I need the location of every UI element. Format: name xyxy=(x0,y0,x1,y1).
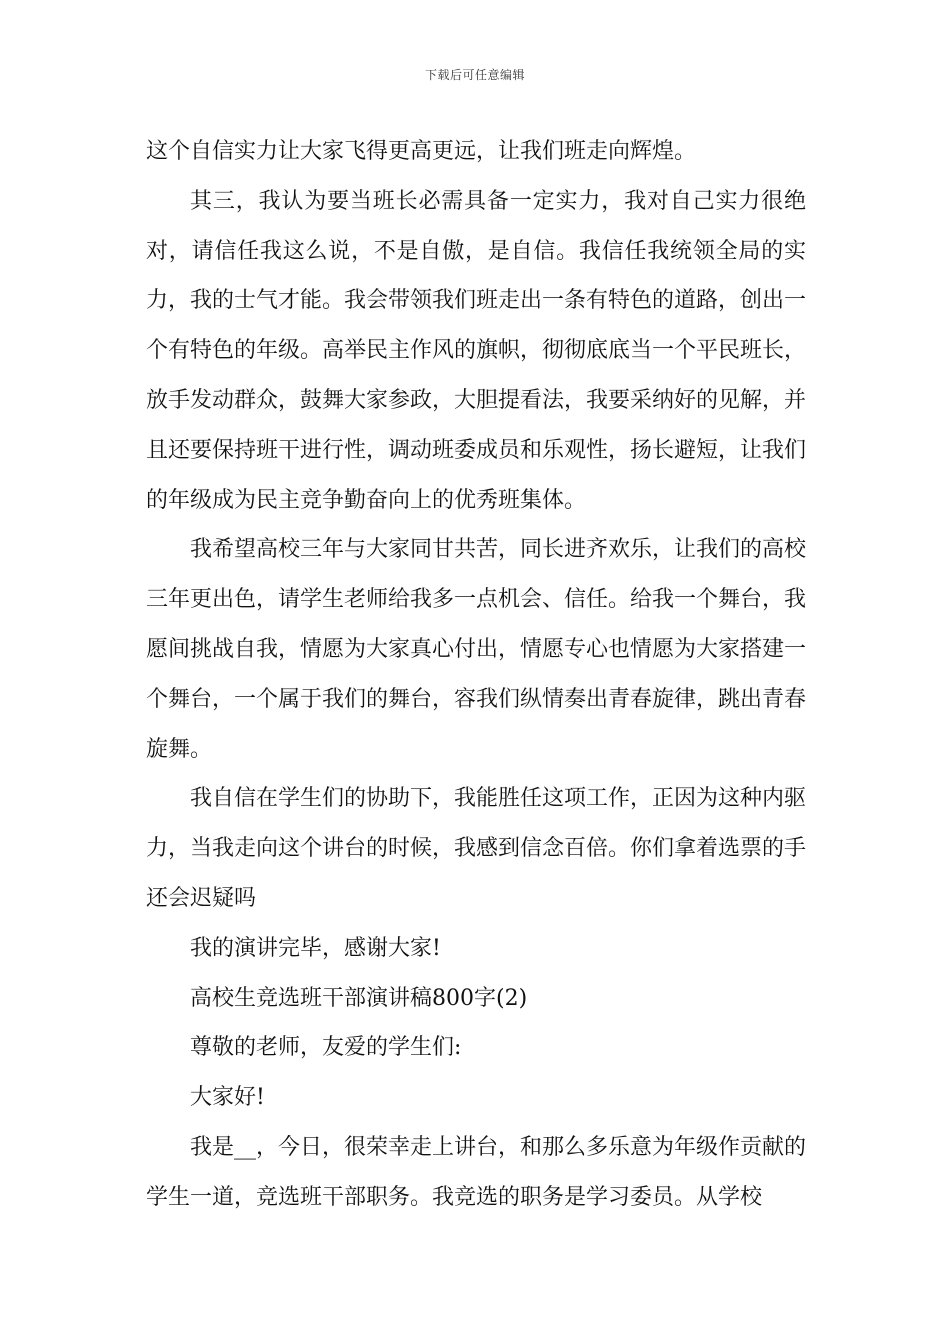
salutation: 尊敬的老师，友爱的学生们: xyxy=(190,1035,462,1061)
paragraph-1: 这个自信实力让大家飞得更高更远，让我们班走向辉煌。 xyxy=(146,139,697,164)
paragraph-4: 我自信在学生们的协助下，我能胜任这项工作，正因为这种内驱力，当我走向这个讲台的时候，我感到信念百倍。你们拿着选票的手还会迟疑吗 xyxy=(146,786,807,911)
paragraph-5: 我的演讲完毕，感谢大家! xyxy=(190,935,441,961)
greeting: 大家好! xyxy=(190,1085,265,1111)
section-title: 高校生竞选班干部演讲稿800字(2) xyxy=(190,985,528,1011)
page-header: 下载后可任意编辑 xyxy=(424,68,525,82)
paragraph-9: 我是__，今日，很荣幸走上讲台，和那么多乐意为年级作贡献的学生一道，竞选班干部职务。我竞选的职务是学习委员。从学校 xyxy=(146,1134,807,1210)
paragraph-3: 我希望高校三年与大家同甘共苦，同长进齐欢乐，让我们的高校三年更出色，请学生老师给我多一点机会、信任。给我一个舞台，我愿间挑战自我，情愿为大家真心付出，情愿专心也情愿为大家搭建一个舞台，一个属于我们的舞台，容我们纵情奏出青春旋律，跳出青春旋舞。 xyxy=(146,537,807,762)
paragraph-2: 其三，我认为要当班长必需具备一定实力，我对自己实力很绝对，请信任我这么说，不是自傲，是自信。我信任我统领全局的实力，我的士气才能。我会带领我们班走出一条有特色的道路，创出一个有特色的年级。高举民主作风的旗帜，彻彻底底当一个平民班长，放手发动群众，鼓舞大家参政，大胆提看法，我要采纳好的见解，并且还要保持班干进行性，调动班委成员和乐观性，扬长避短，让我们的年级成为民主竞争勤奋向上的优秀班集体。 xyxy=(146,188,807,513)
document-body xyxy=(146,127,806,1223)
